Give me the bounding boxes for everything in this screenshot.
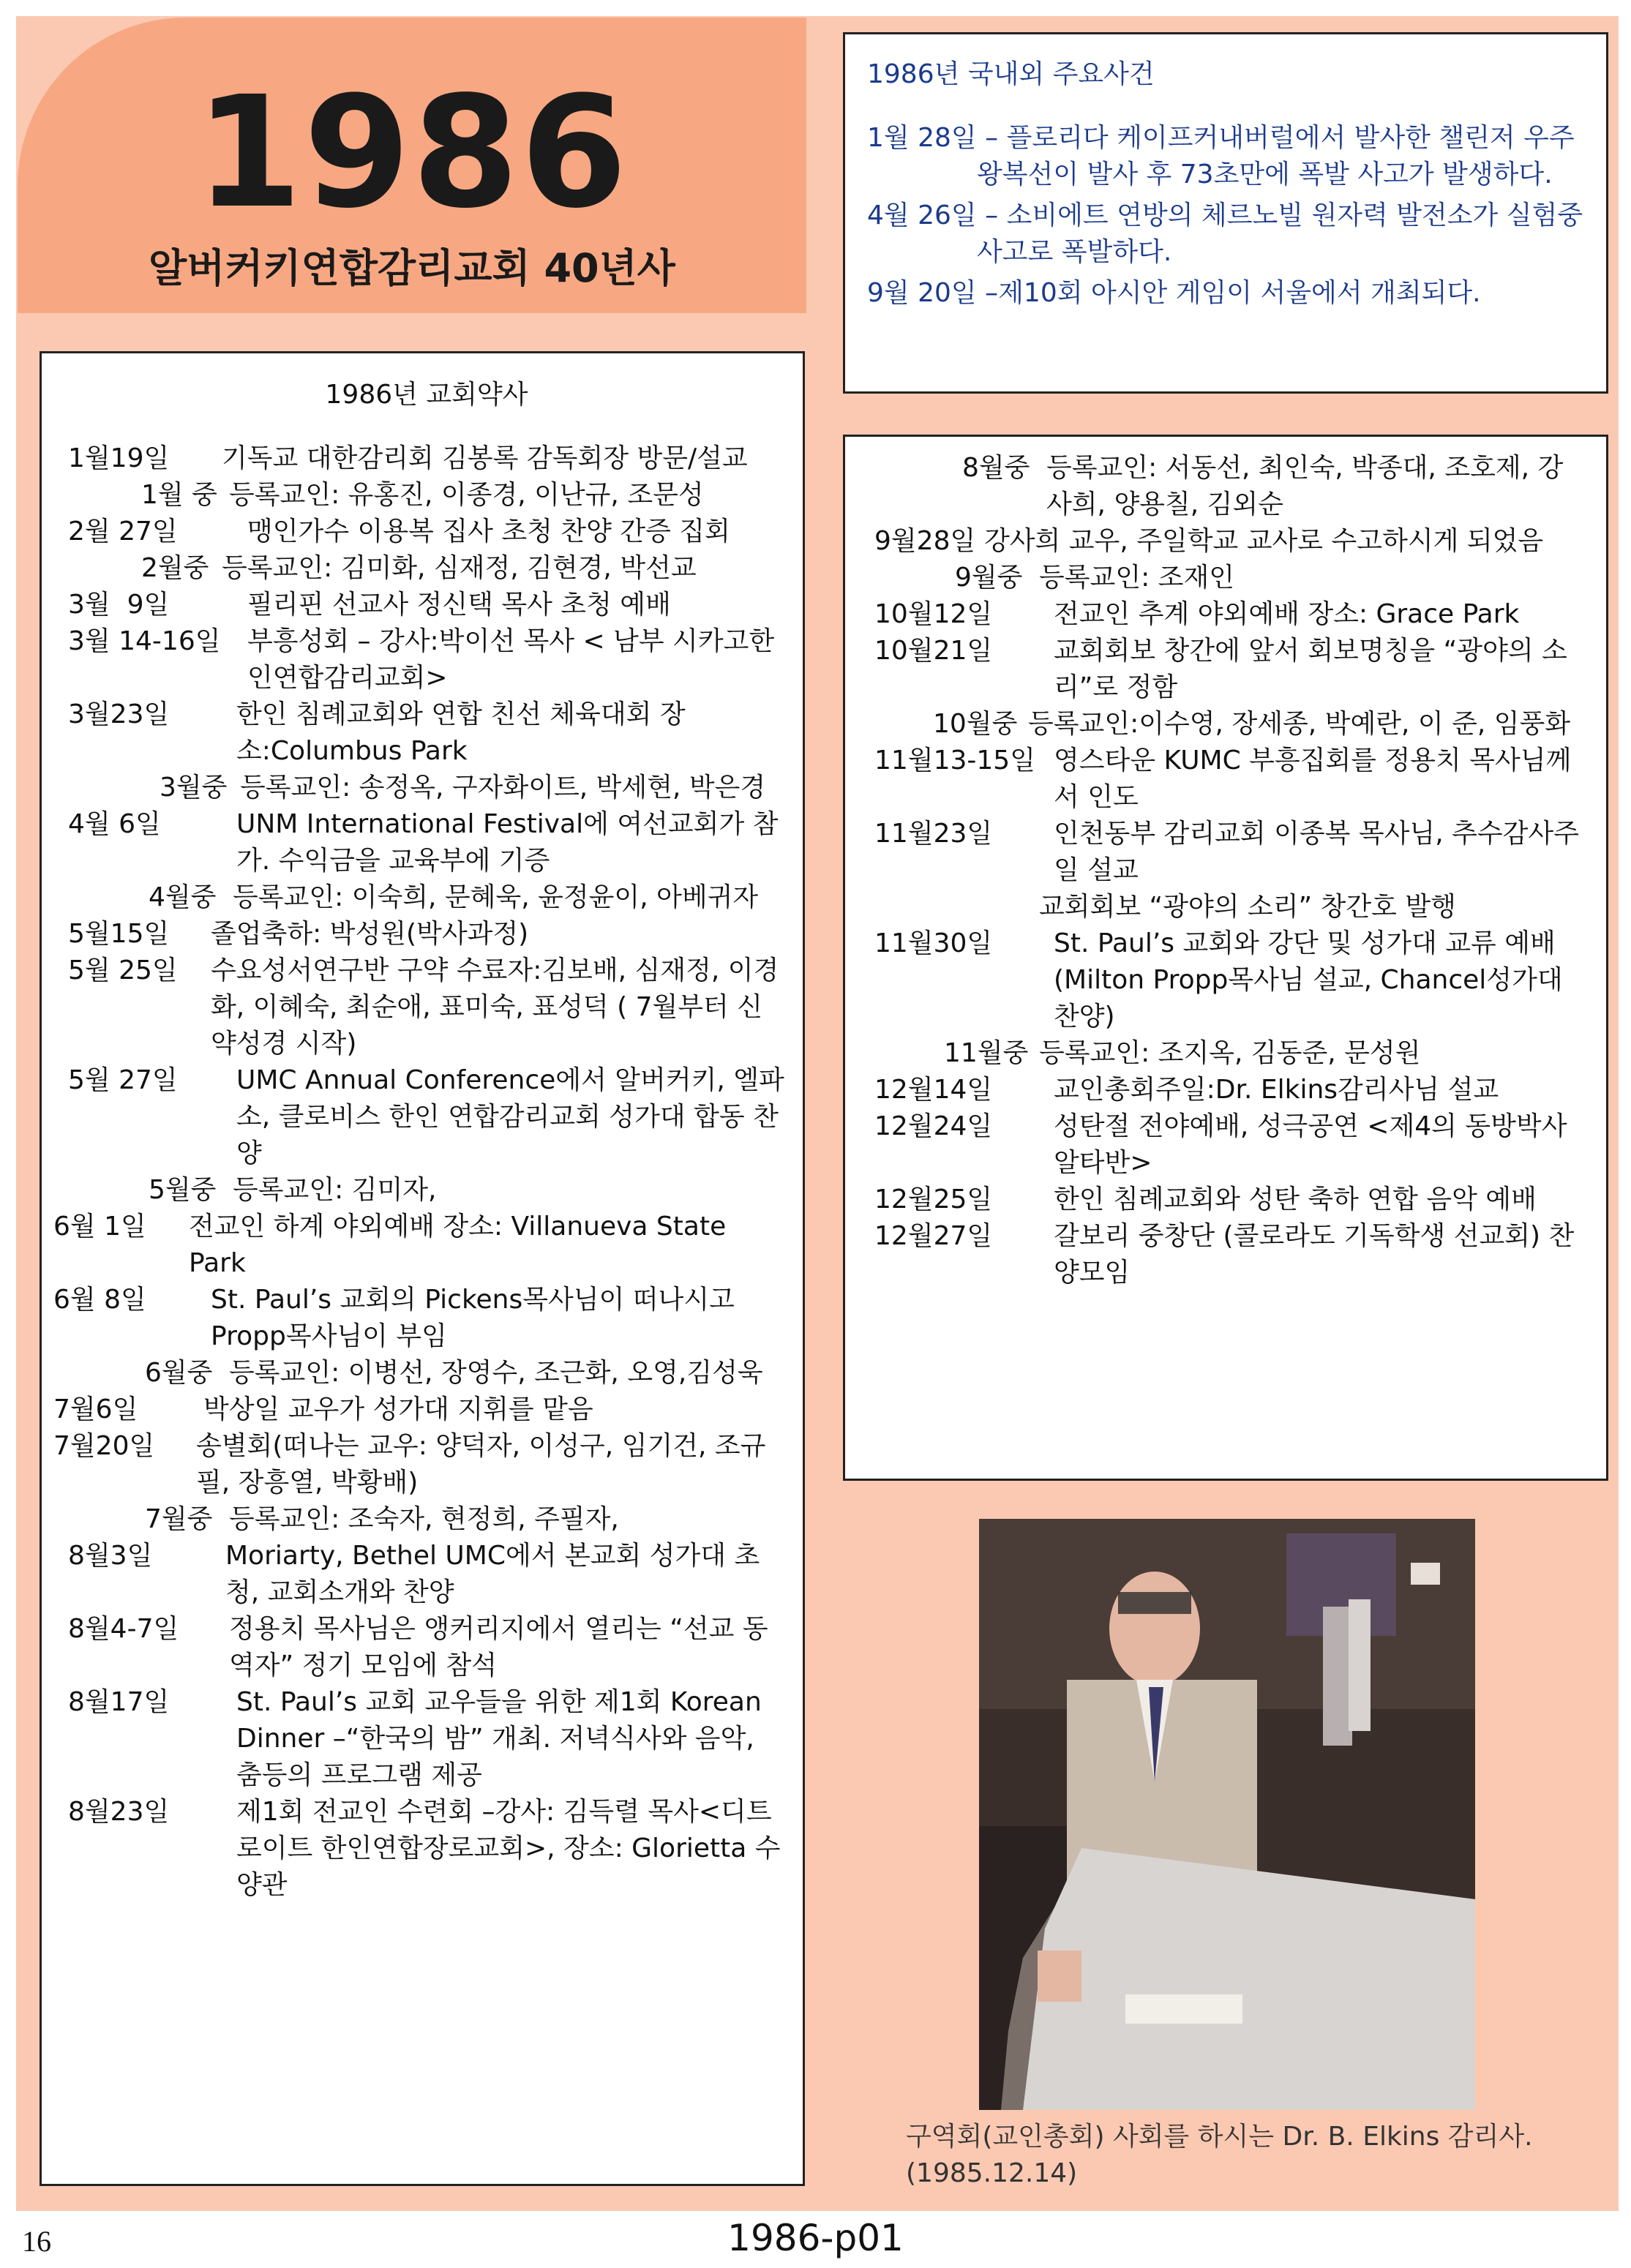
entry-text: 맹인가수 이용복 집사 초청 찬양 간증 집회 [247, 517, 730, 547]
entry-date: 6월중 [145, 1358, 221, 1388]
history-entry [874, 1218, 1587, 1291]
entry-text: St. Paul’s 교회와 강단 및 성가대 교류 예배(Milton Propp목사님 설교, Chancel성가대 찬양) [1054, 928, 1563, 1032]
history-entry [68, 1684, 785, 1794]
entry-date: 5월 27일 [68, 1065, 178, 1095]
entry-date: 6월 1일 [53, 1212, 146, 1242]
history-entry [962, 450, 1587, 523]
church-history-continued-box [843, 435, 1608, 1481]
entry-text: 한인 침례교회와 성탄 축하 연합 음악 예배 [1054, 1184, 1537, 1214]
church-history-continued-list [874, 450, 1587, 1291]
entry-text: 인천동부 감리교회 이종복 목사님, 추수감사주일 설교 [1054, 819, 1579, 885]
history-entry [874, 1072, 1587, 1108]
entry-text: St. Paul’s 교회의 Pickens목사님이 떠나시고 Propp목사님이 부임 [211, 1285, 735, 1351]
history-entry [53, 1209, 785, 1282]
history-entry [145, 1355, 785, 1392]
entry-text: UMC Annual Conference에서 알버커키, 엘파소, 클로비스 한인 연합감리교회 성가대 합동 찬양 [236, 1065, 784, 1168]
history-entry [874, 889, 1587, 925]
entry-date: 3월 14-16일 [68, 626, 221, 656]
entry-text: 필리핀 선교사 정신택 목사 초청 예배 [247, 590, 671, 620]
photo-dr-elkins [979, 1519, 1475, 2110]
entry-date: 1월19일 [68, 443, 170, 473]
history-entry [149, 879, 785, 916]
history-entry [874, 596, 1587, 633]
entry-text: 교회회보 창간에 앞서 회보명칭을 “광야의 소리”로 정함 [1054, 636, 1567, 702]
page-number: 16 [22, 2225, 51, 2258]
world-event-item: 9월 20일 –제10회 아시안 게임이 서울에서 개최되다. [867, 278, 1481, 308]
history-entry [68, 1062, 785, 1172]
entry-text: 교인총회주일:Dr. Elkins감리사님 설교 [1054, 1075, 1499, 1105]
world-events-title: 1986년 국내외 주요사건 [867, 59, 1155, 89]
page-footer-label: 1986-p01 [727, 2217, 904, 2259]
church-history-box [40, 351, 805, 2186]
entry-date: 12월14일 [874, 1075, 993, 1105]
history-entry [68, 696, 785, 770]
entry-date: 9월중 [955, 563, 1031, 593]
entry-text: UNM International Festival에 여선교회가 참가. 수익금을 교육부에 기증 [236, 809, 779, 876]
history-entry [874, 523, 1587, 560]
entry-date: 12월25일 [874, 1184, 993, 1214]
history-entry [68, 1538, 785, 1611]
entry-text: 등록교인: 조숙자, 현정희, 주필자, [229, 1504, 619, 1534]
entry-date: 2월 27일 [68, 517, 178, 547]
world-events-list [867, 120, 1584, 312]
entry-date: 11월13-15일 [874, 746, 1035, 776]
entry-date: 3월중 [160, 773, 236, 803]
entry-text: 영스타운 KUMC 부흥집회를 정용치 목사님께서 인도 [1054, 746, 1572, 812]
entry-text: 성탄절 전야예배, 성극공연 <제4의 동방박사 알타반> [1054, 1111, 1567, 1178]
entry-date: 11월30일 [874, 928, 993, 958]
entry-text: 등록교인: 유홍진, 이종경, 이난규, 조문성 [229, 480, 704, 510]
history-entry [141, 550, 785, 587]
entry-text: 등록교인:이수영, 장세종, 박예란, 이 준, 임풍화 [1028, 709, 1571, 739]
entry-text: 수요성서연구반 구약 수료자:김보배, 심재정, 이경화, 이혜숙, 최순애, 표미숙, 표성덕 ( 7월부터 신약성경 시작) [211, 955, 779, 1059]
entry-text: 등록교인: 서동선, 최인숙, 박종대, 조호제, 강사희, 양용칠, 김외순 [1046, 453, 1564, 519]
history-entry [53, 1282, 785, 1355]
entry-text: 등록교인: 이병선, 장영수, 조근화, 오영,김성욱 [229, 1358, 763, 1388]
history-entry [955, 560, 1587, 596]
history-entry [68, 1794, 785, 1904]
entry-text: 교회회보 “광야의 소리” 창간호 발행 [1039, 892, 1456, 922]
world-events-box [843, 32, 1608, 394]
history-entry [149, 1172, 785, 1209]
world-event-item: 1월 28일 – 플로리다 케이프커내버럴에서 발사한 챌린저 우주왕복선이 발사 후 73초만에 폭발 사고가 발생하다. [867, 123, 1575, 189]
entry-date: 10월21일 [874, 636, 993, 666]
entry-text: 박상일 교우가 성가대 지휘를 맡음 [203, 1394, 593, 1424]
history-entry [874, 1108, 1587, 1182]
entry-date: 5월 25일 [68, 955, 178, 985]
entry-date: 7월6일 [53, 1394, 138, 1424]
title-block [18, 18, 806, 313]
entry-date: 3월 9일 [68, 590, 170, 620]
entry-date: 5월중 [149, 1175, 225, 1205]
entry-date: 8월17일 [68, 1687, 170, 1717]
entry-date: 1월 중 [141, 480, 226, 510]
history-entry [160, 770, 785, 806]
year-heading: 1986 [195, 63, 629, 242]
entry-text: 졸업축하: 박성원(박사과정) [211, 919, 529, 949]
history-entry [68, 440, 785, 477]
entry-date: 4월 6일 [68, 809, 161, 839]
entry-date: 8월3일 [68, 1541, 153, 1571]
entry-date: 12월27일 [874, 1221, 993, 1251]
entry-text: 등록교인: 조지옥, 김동준, 문성원 [1039, 1038, 1421, 1068]
entry-date: 2월중 [141, 553, 217, 583]
entry-text: St. Paul’s 교회 교우들을 위한 제1회 Korean Dinner –“한국의 밤” 개최. 저녁식사와 음악, 춤등의 프로그램 제공 [236, 1687, 762, 1790]
entry-text: 제1회 전교인 수련회 –강사: 김득렬 목사<디트로이트 한인연합장로교회>, 장소: Glorietta 수양관 [236, 1797, 781, 1900]
entry-date: 3월23일 [68, 699, 170, 729]
history-entry [874, 1182, 1587, 1218]
entry-text: 등록교인: 송정옥, 구자화이트, 박세현, 박은경 [240, 773, 766, 803]
entry-text: 정용치 목사님은 앵커리지에서 열리는 “선교 동역자” 정기 모임에 참석 [229, 1614, 768, 1681]
history-entry [68, 623, 785, 696]
entry-date: 7월중 [145, 1504, 221, 1534]
history-entry [68, 587, 785, 623]
entry-date: 9월28일 [874, 526, 976, 556]
church-history-title: 1986년 교회약사 [325, 380, 528, 410]
entry-date: 12월24일 [874, 1111, 993, 1141]
entry-date: 8월4-7일 [68, 1614, 179, 1644]
entry-text: 한인 침례교회와 연합 친선 체육대회 장소:Columbus Park [236, 699, 686, 766]
entry-date: 6월 8일 [53, 1285, 146, 1315]
entry-date: 5월15일 [68, 919, 170, 949]
entry-text: 기독교 대한감리회 김봉록 감독회장 방문/설교 [222, 443, 748, 473]
history-entry [145, 1501, 785, 1538]
entry-date: 8월23일 [68, 1797, 170, 1827]
church-history-list [53, 440, 785, 1904]
world-event-item: 4월 26일 – 소비에트 연방의 체르노빌 원자력 발전소가 실험중 사고로 폭발하다. [867, 200, 1583, 267]
history-entry [68, 806, 785, 879]
history-entry [68, 916, 785, 953]
history-entry [874, 743, 1587, 816]
history-entry [141, 477, 785, 514]
entry-date: 11월중 [944, 1038, 1037, 1068]
history-entry [68, 953, 785, 1062]
history-entry [933, 706, 1587, 743]
entry-text: 전교인 하계 야외예배 장소: Villanueva State Park [189, 1212, 727, 1278]
entry-text: 강사희 교우, 주일학교 교사로 수고하시게 되었음 [984, 526, 1544, 556]
history-entry [68, 1611, 785, 1684]
history-entry [874, 633, 1587, 706]
entry-date: 11월23일 [874, 819, 993, 849]
entry-date: 4월중 [149, 882, 225, 912]
entry-text: 부흥성회 – 강사:박이선 목사 < 남부 시카고한인연합감리교회> [247, 626, 775, 693]
entry-text: 등록교인: 조재인 [1039, 563, 1235, 593]
book-subtitle: 알버커키연합감리교회 40년사 [149, 245, 675, 291]
entry-date: 10월중 [933, 709, 1026, 739]
history-entry [53, 1428, 785, 1501]
entry-text: 등록교인: 김미자, [233, 1175, 437, 1205]
history-entry [68, 514, 785, 550]
history-entry [874, 925, 1587, 1035]
entry-text: 갈보리 중창단 (콜로라도 기독학생 선교회) 찬양모임 [1054, 1221, 1575, 1288]
entry-date: 7월20일 [53, 1431, 155, 1461]
history-entry [944, 1035, 1587, 1072]
entry-date [874, 889, 1039, 925]
entry-text: 등록교인: 이숙희, 문혜욱, 윤정윤이, 아베귀자 [233, 882, 759, 912]
history-entry [874, 816, 1587, 889]
entry-date: 10월12일 [874, 599, 993, 629]
entry-text: 등록교인: 김미화, 심재정, 김현경, 박선교 [222, 553, 697, 583]
entry-text: Moriarty, Bethel UMC에서 본교회 성가대 초청, 교회소개와 찬양 [225, 1541, 760, 1607]
history-entry [53, 1392, 785, 1428]
entry-text: 전교인 추계 야외예배 장소: Grace Park [1054, 599, 1520, 629]
photo-caption: 구역회(교인총회) 사회를 하시는 Dr. B. Elkins 감리사. (1985.12.14) [906, 2122, 1533, 2188]
entry-text: 송별회(떠나는 교우: 양덕자, 이성구, 임기건, 조규필, 장흥열, 박황배) [196, 1431, 766, 1498]
entry-date: 8월중 [962, 453, 1038, 483]
